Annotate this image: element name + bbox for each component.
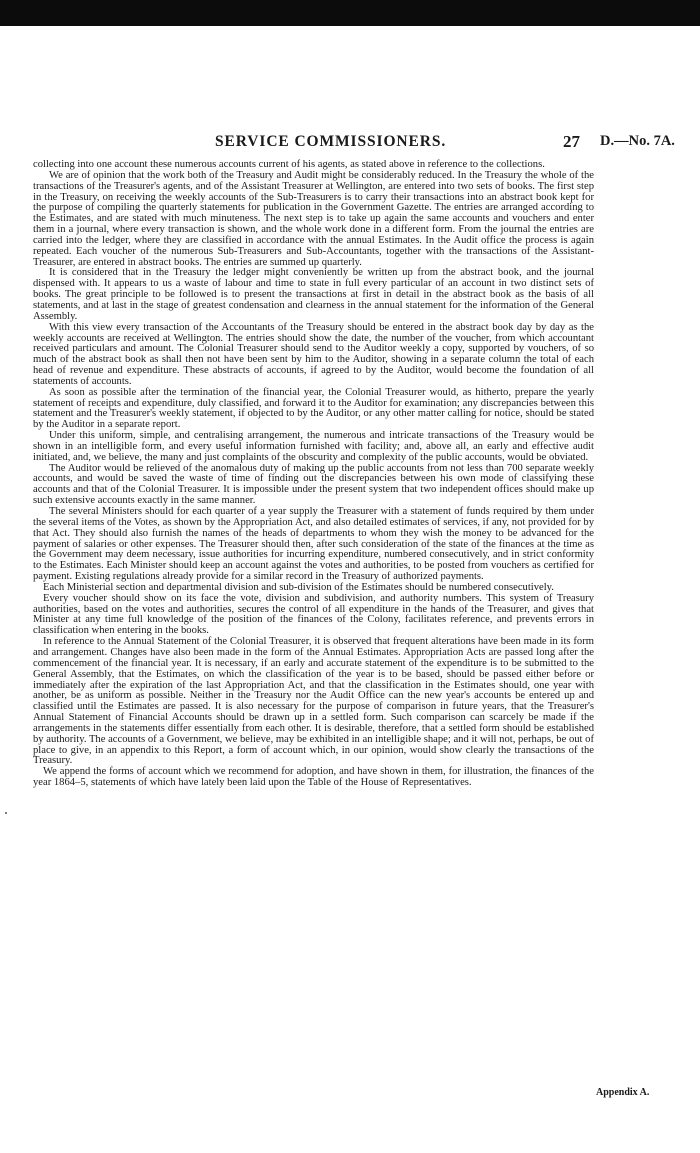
paragraph: In reference to the Annual Statement of the Colonial Treasurer, it is observed that frequent alterations have been made in its form and arrangement. Changes have also been made in the form of the Annual Estimates. Appropriation Acts are passed long after the commencement of the financial year. It is necessary, if an early and accurate statement of the expenditure is to be submitted to the General Assembly, that the Estimates, on which the classification of the year is to be based, should be passed either before or immediately after the expiration of the last Appropriation Act, and that the classification in the Estimates should, one year with another, be as uniform as possible. Neither in the Treasury nor the Audit Office can the new year's accounts be entered up and classified until the Estimates are passed. It is also necessary for the purpose of comparison in future years, that the Treasurer's Annual Statement of Financial Accounts should be drawn up in a settled form. Such comparison can scarcely be made if the arrangements in the statements differ essentially from each other. It is desirable, therefore, that a settled form should be established by authority. The accounts of a Government, we believe, may be exhibited in an intelligible shape; and it will not, perhaps, be out of place to give, in an appendix to this Report, a form of account which, in our opinion, would show clearly the transactions of the Treasury.: [33, 636, 594, 767]
paragraph: Each Ministerial section and departmental division and sub-division of the Estimates should be numbered consecutively.: [43, 581, 554, 593]
paragraph: Under this uniform, simple, and centralising arrangement, the numerous and intricate transactions of the Treasury would be shown in an intelligible form, and every useful information furnished with facility; and, above all, an early and effective audit initiated, and, we believe, the many and just complaints of the obscurity and complexity of the public accounts, would be obviated.: [33, 430, 594, 463]
body-text: [33, 160, 594, 789]
document-reference: D.—No. 7A.: [600, 133, 675, 149]
scan-top-border: [0, 0, 700, 26]
paragraph: The Auditor would be relieved of the anomalous duty of making up the public accounts from not less than 700 separate weekly accounts, and would be saved the waste of time of finding out the discrepancies between his own mode of classifying these accounts and that of the Colonial Treasurer. It is impossible under the present system that two independent offices should make up such extensive accounts exactly in the same manner.: [33, 462, 594, 507]
margin-note: Appendix A.: [596, 1087, 650, 1098]
paragraph: Every voucher should show on its face the vote, division and subdivision, and authority numbers. This system of Treasury authorities, based on the votes and authorities, secures the control of all expenditure in the hands of the Treasurer, and gives that Minister at any time full knowledge of the position of the finances of the Colony, facilitates reference, and prevents errors in classification when entering in the books.: [33, 592, 594, 637]
paragraph: The several Ministers should for each quarter of a year supply the Treasurer with a statement of funds required by them under the several items of the Votes, as shown by the Appropriation Act, and also detailed estimates of services, if any, not provided for by that Act. They should also furnish the names of the heads of departments to whom they wish the money to be advanced for the payment of salaries or other expenses. The Treasurer should then, after such consideration of the state of the finances at the time as the Government may deem necessary, issue authorities for incurring expenditure, numbered consecutively, and in strict conformity to the Estimates. Each Minister should keep an account against the votes and authorities, to be posted from vouchers as certified for payment. Existing regulations already provide for a similar record in the Treasury of authorized payments.: [33, 506, 594, 583]
margin-mark: [5, 812, 7, 814]
page-header: [0, 133, 700, 153]
paragraph: collecting into one account these numerous accounts current of his agents, as stated above in reference to the collections.: [33, 159, 545, 170]
paragraph: With this view every transaction of the Accountants of the Treasury should be entered in the abstract book day by day as the weekly accounts are received at Wellington. The entries should show the date, the number of the voucher, from which accountant received particulars and amount. The Colonial Treasurer should send to the Auditor weekly a copy, supported by vouchers, of so much of the abstract book as shall then not have been sent by him to the Auditor, showing in a separate column the total of each head of revenue and expenditure. These abstracts of accounts, if agreed to by the Auditor, would become the foundation of all statements of accounts.: [33, 321, 594, 387]
page-title: SERVICE COMMISSIONERS.: [215, 133, 447, 150]
paragraph: It is considered that in the Treasury the ledger might conveniently be written up from the abstract book, and the journal dispensed with. It appears to us a waste of labour and time to state in full every particular of an account in two distinct sets of books. The great principle to be followed is to present the transactions at first in detail in the abstract book as the basis of all statements, and at last in the stage of greatest condensation and clearness in the annual statement for the information of the General Assembly.: [33, 267, 594, 322]
page-number: 27: [563, 132, 580, 151]
paragraph: We append the forms of account which we recommend for adoption, and have shown in them, for illustration, the finances of the year 1864–5, statements of which have lately been laid upon the Table of the House of Representatives.: [33, 766, 594, 789]
paragraph: As soon as possible after the termination of the financial year, the Colonial Treasurer would, as hitherto, prepare the yearly statement of receipts and expenditure, duly classified, and forward it to the Auditor for examination; any discrepancies between this statement and the Treasurer's weekly statement, if objected to by the Auditor, or any other matter calling for notice, should be stated by the Auditor in a separate report.: [33, 386, 594, 431]
paragraph: We are of opinion that the work both of the Treasury and Audit might be considerably reduced. In the Treasury the whole of the transactions of the Treasurer's agents, and of the Assistant Treasurer at Wellington, are entered into two sets of books. The first step in the Treasury, on receiving the weekly accounts of the Sub-Treasurers is to carry their transactions into an abstract book kept for the purpose of compiling the quarterly statements for publication in the Government Gazette. The entries are arranged according to the Estimates, and are stated with much minuteness. The next step is to take up again the same accounts and vouchers and enter them in a journal, where every transaction is shown, and the whole work done in a different form. From the journal the entries are carried into the ledger, where they are classified in accordance with the annual Estimates. In the Audit office the process is again repeated. Each voucher of the numerous Sub-Treasurers and Sub-Accountants, together with the transactions of the Assistant-Treasurer, are entered in abstract books. The entries are summed up quarterly.: [33, 169, 594, 268]
